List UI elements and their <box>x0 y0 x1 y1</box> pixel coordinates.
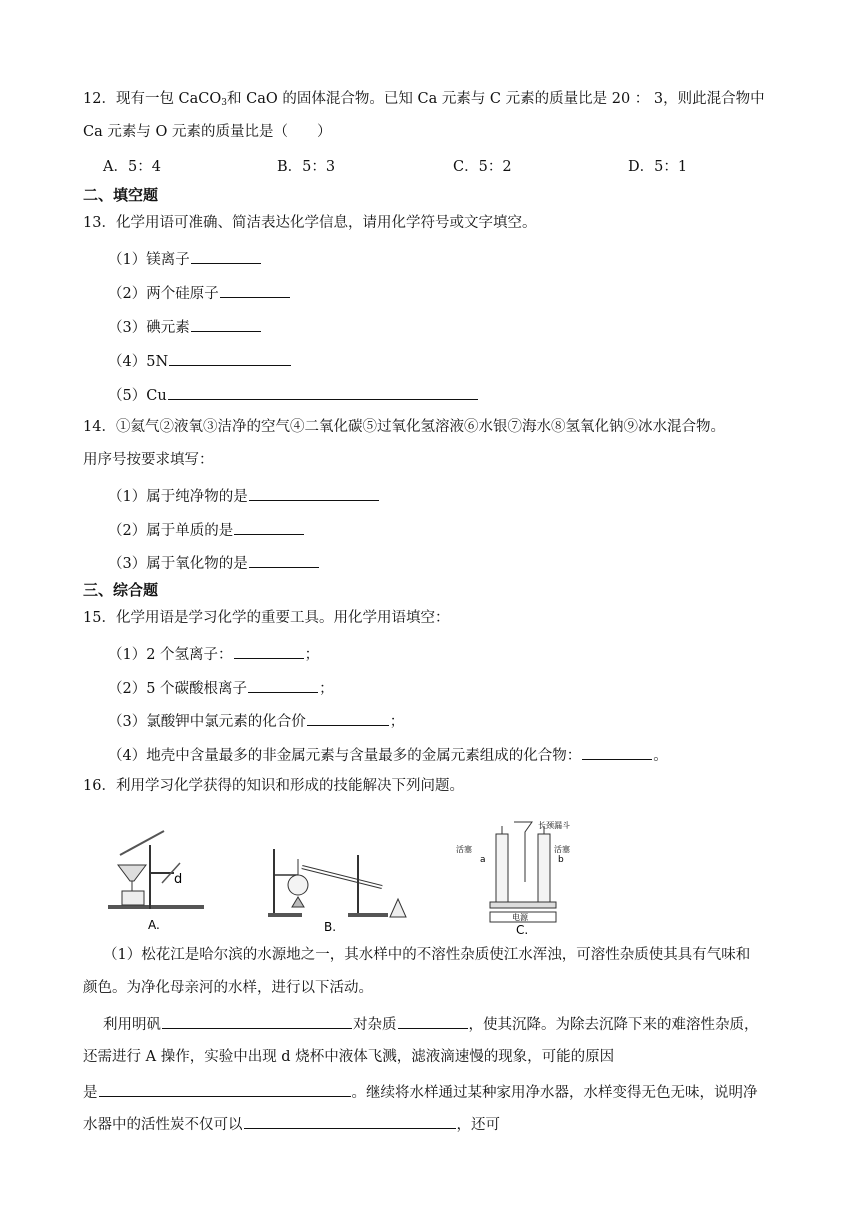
answer-blank[interactable] <box>234 643 304 659</box>
q15-stem: 15．化学用语是学习化学的重要工具。用化学用语填空： <box>83 610 450 626</box>
q12-subscript: 3 <box>221 98 228 108</box>
q16-p5-text-b: ，还可 <box>456 1117 500 1133</box>
figure-electrolysis <box>450 816 610 936</box>
punct: ； <box>319 681 334 697</box>
figure-filtration <box>100 825 210 935</box>
answer-blank[interactable] <box>249 552 319 568</box>
q15-item-4 <box>108 744 668 766</box>
q16-p4-text-a: 是 <box>83 1085 98 1101</box>
answer-blank[interactable] <box>582 744 652 760</box>
q13-item-1 <box>108 248 262 270</box>
q15-item-2 <box>108 677 334 699</box>
q13-item-1-label: （1）镁离子 <box>108 252 190 268</box>
q16-p1-line2: 颜色。为净化母亲河的水样，进行以下活动。 <box>83 980 373 996</box>
q15-item-2-label: （2）5 个碳酸根离子 <box>108 681 248 697</box>
q13-item-2 <box>108 282 291 304</box>
answer-blank[interactable] <box>244 1113 456 1129</box>
q12-line2: Ca 元素与 O 元素的质量比是（ ） <box>83 124 332 140</box>
q12-option-b: B．5：3 <box>277 159 336 175</box>
answer-blank[interactable] <box>398 1013 468 1029</box>
q12-text-a: 12．现有一包 CaCO <box>83 91 222 107</box>
punct: ； <box>304 647 320 663</box>
q16-p5 <box>83 1113 500 1135</box>
q16-p2 <box>103 1013 759 1035</box>
figure-distillation <box>262 845 422 935</box>
answer-blank[interactable] <box>249 485 379 501</box>
q12-option-d: D．5：1 <box>628 159 688 175</box>
q13-item-4-label: （4）5N <box>108 354 169 370</box>
answer-blank[interactable] <box>99 1081 351 1097</box>
q16-p5-text-a: 水器中的活性炭不仅可以 <box>83 1117 243 1133</box>
q12-line1 <box>83 89 765 109</box>
q14-item-3 <box>108 552 320 574</box>
q13-stem: 13．化学用语可准确、简洁表达化学信息，请用化学符号或文字填空。 <box>83 215 537 231</box>
section-heading-comprehensive: 三、综合题 <box>83 581 159 599</box>
answer-blank[interactable] <box>191 248 261 264</box>
q14-item-1-label: （1）属于纯净物的是 <box>108 489 248 505</box>
punct: ； <box>389 714 405 730</box>
q16-p2-text-b: 对杂质 <box>353 1017 397 1033</box>
q15-item-4-label: （4）地壳中含量最多的非金属元素与含量最多的金属元素组成的化合物： <box>108 748 582 764</box>
q14-item-2-label: （2）属于单质的是 <box>108 523 234 539</box>
q16-p4 <box>83 1081 758 1103</box>
label-funnel: 长颈漏斗 <box>538 821 570 830</box>
label-stopcock-right: 活塞 <box>554 845 570 854</box>
q16-p2-text-c: ，使其沉降。为除去沉降下来的难溶性杂质， <box>468 1017 759 1033</box>
q15-item-3-label: （3）氯酸钾中氯元素的化合价 <box>108 714 306 730</box>
q14-line2: 用序号按要求填写： <box>83 452 214 468</box>
q14-item-3-label: （3）属于氧化物的是 <box>108 556 248 572</box>
answer-blank[interactable] <box>169 350 291 366</box>
q13-item-5 <box>108 384 479 406</box>
q14-stem: 14．①氦气②液氧③洁净的空气④二氧化碳⑤过氧化氢溶液⑥水银⑦海水⑧氢氧化钠⑨冰水混合物。 <box>83 419 725 435</box>
answer-blank[interactable] <box>248 677 318 693</box>
section-heading-fill: 二、填空题 <box>83 186 159 204</box>
label-d: d <box>174 872 183 887</box>
q16-p1-line1: （1）松花江是哈尔滨的水源地之一，其水样中的不溶性杂质使江水浑浊，可溶性杂质使其具有气味和 <box>103 947 751 963</box>
q12-option-a: A．5：4 <box>103 159 161 175</box>
q14-item-1 <box>108 485 380 507</box>
q16-p2-text-a: 利用明矾 <box>103 1017 161 1033</box>
q14-item-2 <box>108 519 305 541</box>
q13-item-3 <box>108 316 262 338</box>
q13-item-3-label: （3）碘元素 <box>108 320 190 336</box>
q13-item-5-label: （5）Cu <box>108 388 167 404</box>
label-tube-b: b <box>558 855 564 865</box>
label-c: C. <box>516 923 529 936</box>
q15-item-1 <box>108 643 319 665</box>
q16-p3: 还需进行 A 操作，实验中出现 d 烧杯中液体飞溅，滤液滴速慢的现象，可能的原因 <box>83 1049 615 1065</box>
label-tube-a: a <box>480 855 486 865</box>
label-stopcock-left: 活塞 <box>456 845 472 854</box>
answer-blank[interactable] <box>234 519 304 535</box>
label-a: A. <box>148 918 160 932</box>
label-b: B. <box>324 920 337 934</box>
answer-blank[interactable] <box>307 710 389 726</box>
q16-p4-text-b: 。继续将水样通过某种家用净水器，水样变得无色无味，说明净 <box>351 1085 758 1101</box>
answer-blank[interactable] <box>191 316 261 332</box>
q15-item-3 <box>108 710 404 732</box>
answer-blank[interactable] <box>220 282 290 298</box>
punct: 。 <box>653 748 668 764</box>
q16-stem: 16．利用学习化学获得的知识和形成的技能解决下列问题。 <box>83 778 464 794</box>
q12-option-c: C．5：2 <box>453 159 512 175</box>
answer-blank[interactable] <box>168 384 478 400</box>
q13-item-2-label: （2）两个硅原子 <box>108 286 219 302</box>
answer-blank[interactable] <box>162 1013 352 1029</box>
q15-item-1-label: （1）2 个氢离子： <box>108 647 233 663</box>
label-power: 电源 <box>512 913 528 922</box>
q12-text-b: 和 CaO 的固体混合物。已知 Ca 元素与 C 元素的质量比是 20 ： 3，则此混合物中 <box>227 91 765 107</box>
q13-item-4 <box>108 350 292 372</box>
